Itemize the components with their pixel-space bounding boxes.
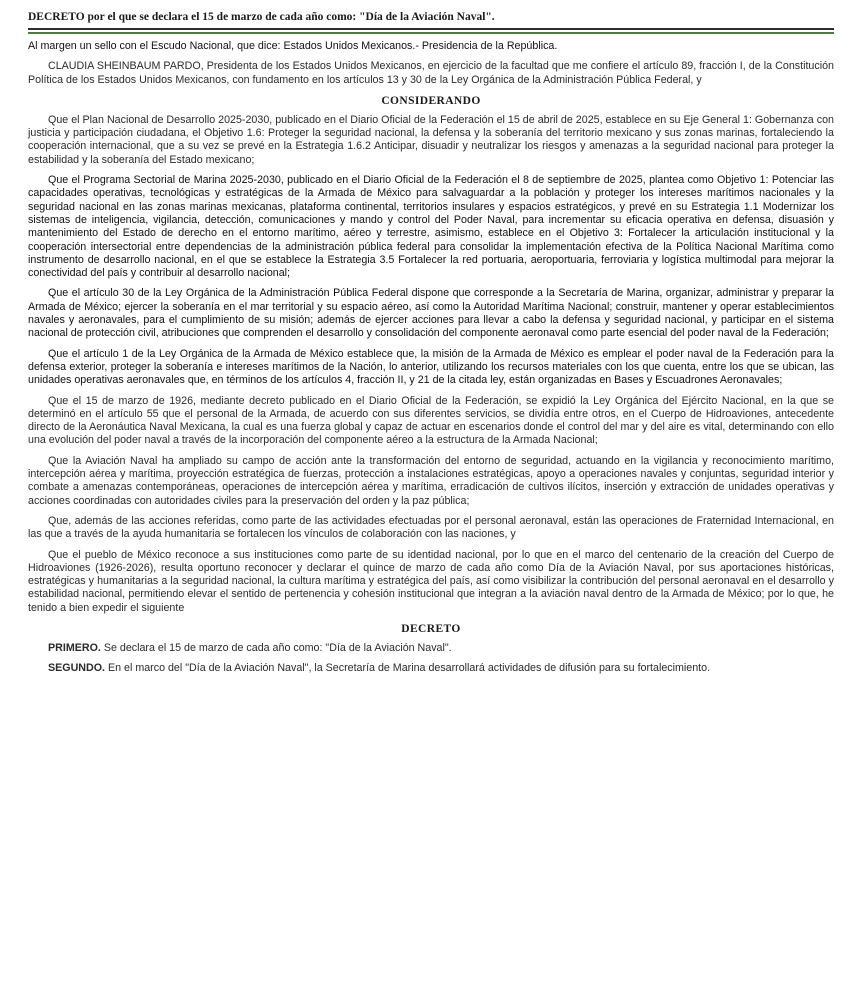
article-primero bbox=[28, 642, 834, 655]
preamble-paragraph bbox=[28, 60, 834, 87]
considerando-paragraph: Que el artículo 1 de la Ley Orgánica de la Armada de México establece que, la misión de la Armada de México es emplear el poder naval de la Federación para la defensa exterior, proteger la soberanía e intereses marítimos de la Nación, lo anterior, utilizando los recursos materiales con los que cuenta, entre los que se ubican, las unidades operativas aeronavales que, en términos de los artículos 4, fracción II, y 21 de la citada ley, están organizadas en Bases y Escuadrones Aeronavales; bbox=[28, 347, 834, 387]
considerando-paragraph: Que la Aviación Naval ha ampliado su campo de acción ante la transformación del entorno de seguridad, actuando en la vigilancia y reconocimiento marítimo, intercepción aérea y marítima, proyección estratégica de fuerzas, protección a instalaciones estratégicas, apoyo a operaciones navales y conjuntas, seguridad interior y combate a amenazas contemporáneas, operaciones de intercepción aérea y marítima, erradicación de cultivos ilícitos, inserción y extracción de unidades operativas y acciones coordinadas con autoridades civiles para la preservación del orden y la paz pública; bbox=[28, 454, 834, 507]
decree-heading: DECRETO por el que se declara el 15 de marzo de cada año como: "Día de la Aviación Naval". bbox=[28, 11, 495, 23]
considerando-paragraph: Que el 15 de marzo de 1926, mediante decreto publicado en el Diario Oficial de la Federación, se expidió la Ley Orgánica del Ejército Nacional, en la que se determinó en el artículo 55 que el personal de la Armada, de acuerdo con sus diferentes servicios, se dividía entre otros, en el Cuerpo de Hidroaviones, antecedente directo de la Aeronáutica Naval Mexicana, la cual es una fuerza global y capaz de actuar en escenarios donde el control del mar y del aire es vital, determinando con ello una evolución del poder naval a través de la incorporación del componente aéreo a la estructura de la Armada Nacional; bbox=[28, 394, 834, 447]
considerando-paragraph: Que el pueblo de México reconoce a sus instituciones como parte de su identidad nacional, por lo que en el marco del centenario de la creación del Cuerpo de Hidroaviones (1926-2026), resulta oportuno reconocer y declarar el quince de marzo de cada año como Día de la Aviación Naval, por sus aportaciones históricas, estratégicas y humanitarias a la seguridad nacional, la cultura marítima y estratégica del país, así como visibilizar la contribución del personal aeronaval en el desarrollo y estabilidad nacional, permitiendo elevar el sentido de pertenencia y cohesión institucional que integran a la aviación naval dentro de la Armada de México; por lo que, he tenido a bien expedir el siguiente bbox=[28, 548, 834, 614]
considerando-paragraph: Que el Programa Sectorial de Marina 2025-2030, publicado en el Diario Oficial de la Federación el 8 de septiembre de 2025, plantea como Objetivo 1: Potenciar las capacidades operativas, tecnológicas y estratégicas de la Armada de México para salvaguardar a la población y proteger los intereses marítimos nacionales y la seguridad nacional en las zonas marinas mexicanas, plataforma continental, territorios insulares y espacios estratégicos, y prevé en su Estrategia 1.1 Modernizar los sistemas de inteligencia, vigilancia, detección, comunicaciones y mando y control del Poder Naval, para incrementar su eficacia operativa en defensa, disuasión y mantenimiento del Estado de derecho en el entorno marítimo, aéreo y terrestre, asimismo, establece en el Objetivo 3: Fortalecer la articulación institucional y la cooperación intersectorial entre dependencias de la administración pública federal para consolidar la implementación efectiva de la Política Nacional Marítima como instrumento de desarrollo nacional, en el que se establece la Estrategia 3.5 Fortalecer la red portuaria, aeroportuaria, ferroviaria y logística multimodal para mejorar la conectividad del país y contribuir al desarrollo nacional; bbox=[28, 174, 834, 280]
considerando-paragraph: Que, además de las acciones referidas, como parte de las actividades efectuadas por el personal aeronaval, están las operaciones de Fraternidad Internacional, en las que a través de la ayuda humanitaria se fortalecen los vínculos de colaboración con las naciones, y bbox=[28, 514, 834, 541]
president-name: CLAUDIA SHEINBAUM PARDO bbox=[48, 60, 201, 73]
margin-note: Al margen un sello con el Escudo Nacional, que dice: Estados Unidos Mexicanos.- Presidencia de la República. bbox=[28, 40, 558, 52]
decreto-title: DECRETO bbox=[401, 622, 461, 635]
article-label: SEGUNDO. bbox=[48, 662, 106, 675]
heading-rule-dark bbox=[28, 28, 834, 30]
heading-rule-green bbox=[28, 32, 834, 34]
article-text: En el marco del "Día de la Aviación Naval", la Secretaría de Marina desarrollará actividades de difusión para su fortalecimiento. bbox=[105, 662, 711, 675]
considerando-paragraph: Que el artículo 30 de la Ley Orgánica de la Administración Pública Federal dispone que corresponde a la Secretaría de Marina, organizar, administrar y preparar la Armada de México; ejercer la soberanía en el mar territorial y su espacio aéreo, así como la Autoridad Marítima Nacional; construir, mantener y operar establecimientos navales y aeronavales, para el cumplimiento de su misión; además de ejercer acciones para llevar a cabo la defensa y seguridad nacional, y participar en el sistema nacional de protección civil, atribuciones que comprenden el desarrollo y consolidación del componente aeronaval como parte esencial del poder naval de la Federación; bbox=[28, 287, 834, 340]
article-text: Se declara el 15 de marzo de cada año como: "Día de la Aviación Naval". bbox=[100, 641, 452, 654]
article-segundo bbox=[28, 662, 834, 675]
article-label: PRIMERO. bbox=[48, 641, 101, 654]
considerando-title: CONSIDERANDO bbox=[381, 94, 481, 107]
preamble-text: , Presidenta de los Estados Unidos Mexicanos, en ejercicio de la facultad que me confiere el artículo 89, fracción I, de la Constitución Política de los Estados Unidos Mexicanos, con fundamento en los artículos 13 y 30 de la Ley Orgánica de la Administración Pública Federal, y bbox=[28, 60, 834, 86]
considerando-paragraph: Que el Plan Nacional de Desarrollo 2025-2030, publicado en el Diario Oficial de la Federación el 15 de abril de 2025, establece en su Eje General 1: Gobernanza con justicia y participación ciudadana, el Objetivo 1.6: Proteger la seguridad nacional, la defensa y la soberanía del territorio mexicano y sus zonas marinas, fortaleciendo la cooperación internacional, que a su vez se prevé en la Estrategia 1.6.2 Anticipar, disuadir y neutralizar los riesgos y amenazas a la seguridad nacional para proteger la estabilidad y la soberanía del Estado mexicano; bbox=[28, 113, 834, 166]
